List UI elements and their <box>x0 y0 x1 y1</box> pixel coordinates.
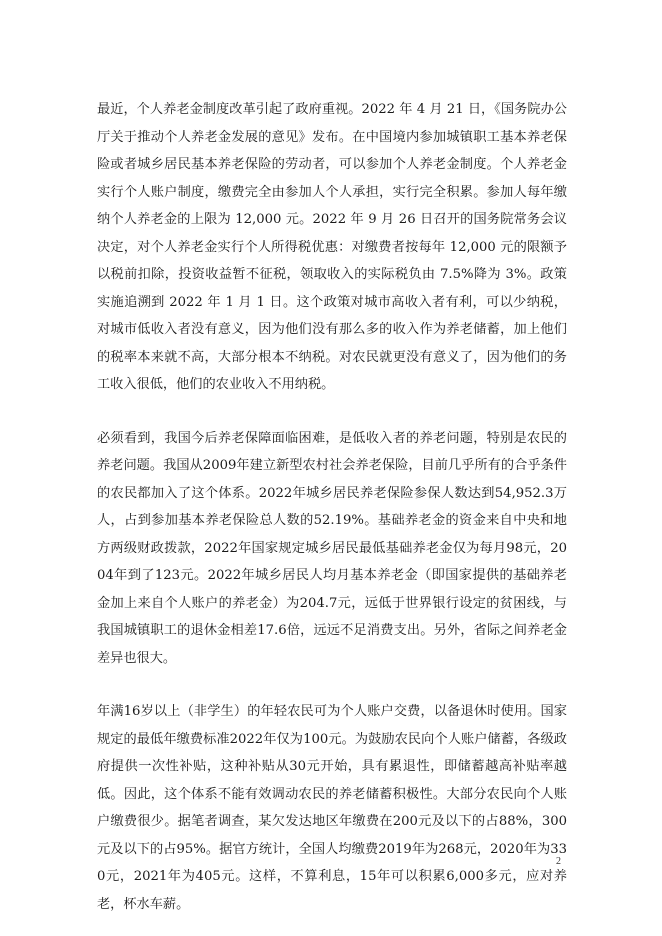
document-body <box>97 96 567 918</box>
page-number: 2 <box>556 856 561 867</box>
paragraph-personal-pension-policy: 最近，个人养老金制度改革引起了政府重视。2022 年 4 月 21 日，《国务院办公厅关于推动个人养老金发展的意见》发布。在中国境内参加城镇职工基本养老保险或者城乡居民基本养老保险的劳动者，可以参加个人养老金制度。个人养老金实行个人账户制度，缴费完全由参加人个人承担，实行完全积累。参加人每年缴纳个人养老金的上限为 12,000 元。2022 年 9 月 26 日召开的国务院常务会议决定，对个人养老金实行个人所得税优惠：对缴费者按每年 12,000 元的限额予以税前扣除，投资收益暂不征税，领取收入的实际税负由 7.5%降为 3%。政策实施追溯到 2022 年 1 月 1 日。这个政策对城市高收入者有利，可以少纳税，对城市低收入者没有意义，因为他们没有那么多的收入作为养老储蓄，加上他们的税率本来就不高，大部分根本不纳税。对农民就更没有意义了，因为他们的务工收入很低，他们的农业收入不用纳税。 <box>97 102 567 392</box>
paragraph-rural-individual-accounts: 年满16岁以上（非学生）的年轻农民可为个人账户交费，以备退休时使用。国家规定的最低年缴费标准2022年仅为100元。为鼓励农民向个人账户储蓄，各级政府提供一次性补贴，这种补贴从30元开始，具有累退性，即储蓄越高补贴率越低。因此，这个体系不能有效调动农民的养老储蓄积极性。大部分农民向个人账户缴费很少。据笔者调查，某欠发达地区年缴费在200元及以下的占88%，300元及以下的占95%。据官方统计，全国人均缴费2019年为268元，2020年为330元，2021年为405元。这样，不算利息，15年可以积累6,000多元，应对养老，杯水车薪。 <box>97 704 567 912</box>
paragraph-rural-pension-difficulties: 必须看到，我国今后养老保障面临困难，是低收入者的养老问题，特别是农民的养老问题。我国从2009年建立新型农村社会养老保险，目前几乎所有的合乎条件的农民都加入了这个体系。2022年城乡居民养老保险参保人数达到54,952.3万人，占到参加基本养老保险总人数的52.19%。基础养老金的资金来自中央和地方两级财政拨款，2022年国家规定城乡居民最低基础养老金仅为每月98元，2004年到了123元。2022年城乡居民人均月基本养老金（即国家提供的基础养老金加上来自个人账户的养老金）为204.7元，远低于世界银行设定的贫困线，与我国城镇职工的退休金相差17.6倍，远远不足消费支出。另外，省际之间养老金差异也很大。 <box>97 430 567 666</box>
